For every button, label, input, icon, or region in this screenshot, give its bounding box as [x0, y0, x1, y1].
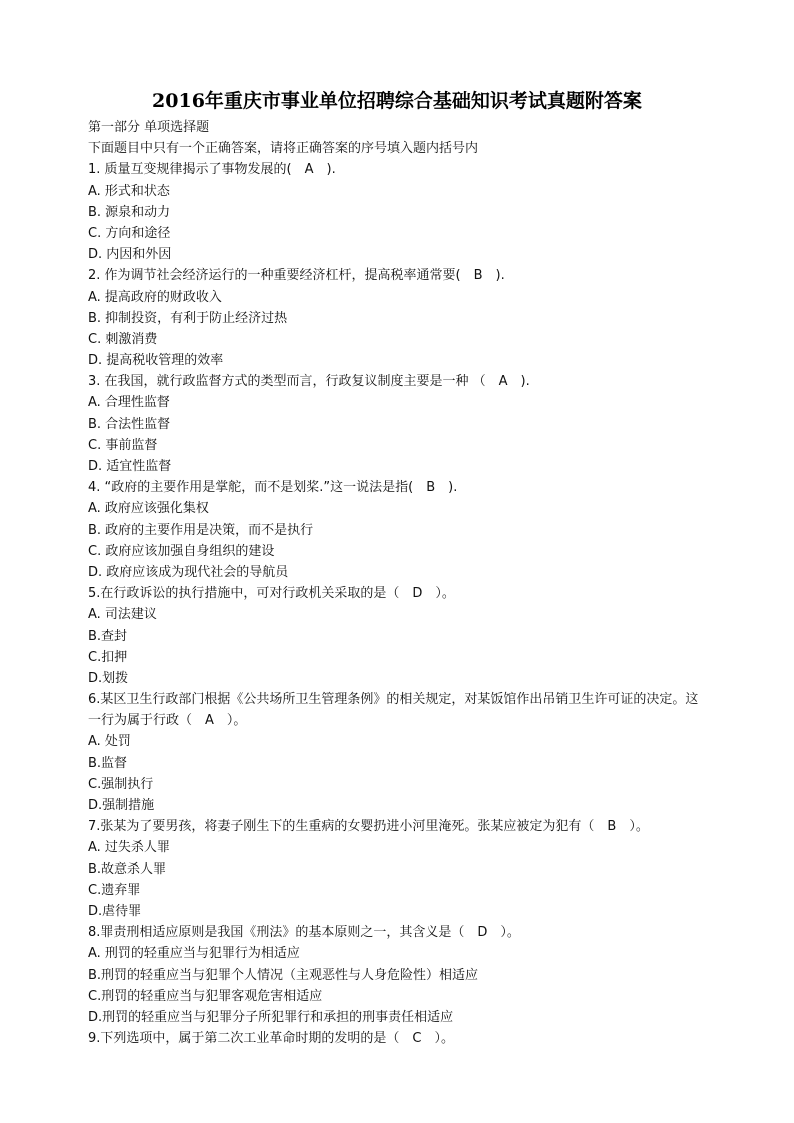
- question-block: [88, 159, 708, 265]
- option-b: B.监督: [88, 755, 128, 771]
- question-block: [88, 689, 708, 816]
- option-a: A. 合理性监督: [88, 395, 170, 411]
- question-stem: 4. “政府的主要作用是掌舵，而不是划桨.”这一说法是指( B ).: [88, 480, 458, 496]
- option-b: B.刑罚的轻重应当与犯罪个人情况（主观恶性与人身危险性）相适应: [88, 967, 479, 983]
- option-c: C.遗弃罪: [88, 882, 141, 898]
- question-stem: 6.某区卫生行政部门根据《公共场所卫生管理条例》的相关规定，对某饭馆作出吊销卫生许可证的决定。这一行为属于行政（ A ）。: [88, 692, 699, 729]
- option-d: D.虐待罪: [88, 903, 142, 919]
- option-a: A. 刑罚的轻重应当与犯罪行为相适应: [88, 946, 300, 962]
- option-a: A. 提高政府的财政收入: [88, 289, 222, 305]
- question-block: [88, 816, 708, 922]
- question-block: [88, 371, 708, 477]
- option-c: C. 方向和途径: [88, 225, 171, 241]
- option-d: D.划拨: [88, 670, 129, 686]
- option-c: C.强制执行: [88, 776, 154, 792]
- option-a: A. 司法建议: [88, 607, 157, 623]
- option-b: B.故意杀人罪: [88, 861, 167, 877]
- option-b: B. 政府的主要作用是决策，而不是执行: [88, 522, 314, 538]
- option-b: B.查封: [88, 628, 128, 644]
- option-b: B. 合法性监督: [88, 416, 171, 432]
- question-block: [88, 922, 708, 1028]
- option-c: C. 事前监督: [88, 437, 158, 453]
- option-d: D. 提高税收管理的效率: [88, 353, 224, 369]
- option-c: C.刑罚的轻重应当与犯罪客观危害相适应: [88, 988, 323, 1004]
- question-stem: 8.罪责刑相适应原则是我国《刑法》的基本原则之一，其含义是（ D ）。: [88, 925, 520, 941]
- document-body: [88, 117, 708, 1049]
- question-block: [88, 477, 708, 583]
- document-title: 2016年重庆市事业单位招聘综合基础知识考试真题附答案: [152, 90, 642, 112]
- option-a: A. 形式和状态: [88, 183, 170, 199]
- option-c: C. 刺激消费: [88, 331, 158, 347]
- question-block: [88, 583, 708, 689]
- question-block: [88, 1028, 708, 1049]
- option-a: A. 过失杀人罪: [88, 840, 170, 856]
- option-d: D. 政府应该成为现代社会的导航员: [88, 564, 289, 580]
- question-stem: 7.张某为了要男孩，将妻子刚生下的生重病的女婴扔进小河里淹死。张某应被定为犯有（ B ）。: [88, 819, 649, 835]
- option-c: C.扣押: [88, 649, 128, 665]
- question-stem: 9.下列选项中，属于第二次工业革命时期的发明的是（ C ）。: [88, 1031, 454, 1047]
- question-stem: 3. 在我国，就行政监督方式的类型而言，行政复议制度主要是一种 （ A ).: [88, 374, 530, 390]
- option-a: A. 政府应该强化集权: [88, 501, 209, 517]
- question-stem: 2. 作为调节社会经济运行的一种重要经济杠杆，提高税率通常要( B ).: [88, 268, 505, 284]
- instruction-text: 下面题目中只有一个正确答案，请将正确答案的序号填入题内括号内: [88, 141, 479, 157]
- option-b: B. 源泉和动力: [88, 204, 171, 220]
- question-stem: 5.在行政诉讼的执行措施中，可对行政机关采取的是（ D ）。: [88, 586, 455, 602]
- option-d: D. 适宜性监督: [88, 459, 172, 474]
- option-c: C. 政府应该加强自身组织的建设: [88, 543, 275, 559]
- section-heading: 第一部分 单项选择题: [88, 120, 210, 135]
- option-d: D.强制措施: [88, 798, 155, 814]
- question-block: [88, 265, 708, 371]
- question-stem: 1. 质量互变规律揭示了事物发展的( A ).: [88, 162, 336, 178]
- option-a: A. 处罚: [88, 734, 131, 750]
- option-d: D.刑罚的轻重应当与犯罪分子所犯罪行和承担的刑事责任相适应: [88, 1009, 454, 1025]
- option-d: D. 内因和外因: [88, 247, 172, 263]
- option-b: B. 抑制投资，有利于防止经济过热: [88, 310, 288, 326]
